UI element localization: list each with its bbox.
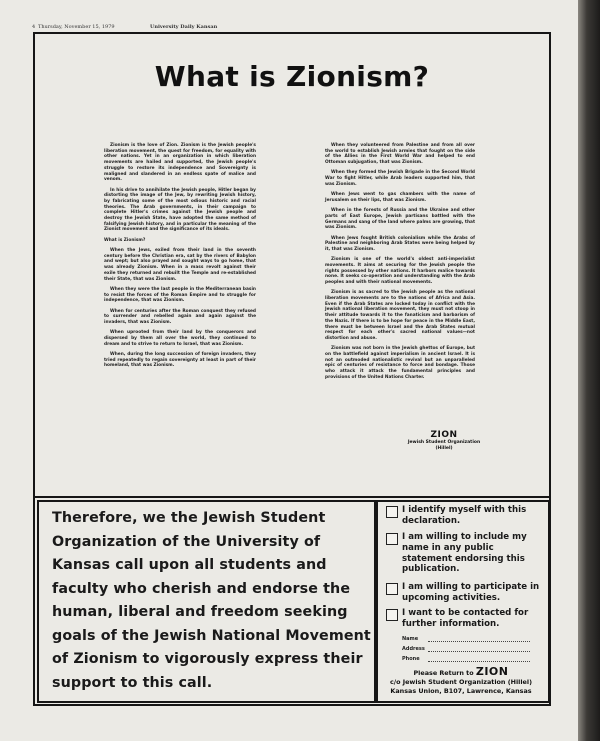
- checkbox[interactable]: [386, 506, 398, 518]
- paragraph: When the Jews, exiled from their land in the seventh century before the Christian era, sat by the rivers of Babylon and wept; but also prayed and sought ways to go home, that was already Zionism. When in a mass revolt against their exile they returned and rebuilt the Temple and re-established their State, that was Zionism.: [104, 248, 256, 282]
- paragraph: When, during the long succession of foreign invaders, they tried repeatedly to regain sovereignty at least in part of their homeland, that was Zionism.: [104, 351, 256, 369]
- signature-block: [404, 430, 484, 452]
- return-line-2: c/o Jewish Student Organization (Hillel): [389, 678, 532, 686]
- return-prefix: Please Return to: [413, 669, 474, 677]
- name-field-label: Name: [402, 636, 419, 642]
- paragraph: When Jews fought British colonialism while the Arabs of Palestine and neighboring Arab States were being helped by it, that was Zionism.: [325, 235, 475, 252]
- phone-field[interactable]: [402, 654, 530, 664]
- paragraph: Zionism was not born in the Jewish ghettos of Europe, but on the battlefield against imperialism in ancient Israel. It is not an outmoded nationalistic revival but an unparalleled epic of centuries of resistance to force and bondage. Those who attack it attack the fundamental principles and provisions of the United Nations Charter.: [325, 346, 475, 380]
- paragraph: When they formed the Jewish Brigade in the Second World War to fight Hitler, while Arab leaders supported him, that was Zionism.: [325, 170, 475, 187]
- declaration-line: support to this call.: [52, 674, 213, 691]
- paragraph: In his drive to annihilate the Jewish people, Hitler began by distorting the image of the Jew, by rewriting Jewish history, by fabricating some of the most odious historic and racial theories. The Arab governments, in their campaign to complete Hitler's crimes against the Jewish people and destroy the Jewish State, have adopted the same method of falsifying Jewish history, and in particular the meaning of the Zionist movement and the significance of its ideals.: [104, 187, 256, 233]
- body-column-left: [104, 143, 256, 374]
- declaration-text: [52, 507, 382, 695]
- paragraph: When they volunteered from Palestine and from all over the world to establish Jewish armies that fought on the side of the Allies in the First World War and helped to end Ottoman subjugation, that was Zionism.: [325, 143, 475, 166]
- checkbox[interactable]: [386, 609, 398, 621]
- name-field-line[interactable]: [428, 641, 530, 642]
- masthead: [32, 22, 552, 32]
- option-label: I want to be contacted for further information.: [402, 608, 529, 629]
- phone-field-line[interactable]: [428, 661, 530, 662]
- declaration-line: Organization of the University of: [52, 533, 321, 550]
- checkbox[interactable]: [386, 583, 398, 595]
- return-line-3: Kansas Union, B107, Lawrence, Kansas: [390, 687, 532, 695]
- option-label: I am willing to participate in upcoming activities.: [402, 582, 540, 603]
- page-number: 4: [32, 24, 36, 30]
- declaration-line: Kansas call upon all students and: [52, 557, 327, 573]
- paragraph: Zionism is one of the world's oldest anti-imperialist movements. It aims at securing for the Jewish people the rights possessed by other nations. It harbors malice towards none. It seeks co-operation and understanding with the Arab peoples and with their national movements.: [325, 257, 475, 286]
- address-field[interactable]: [402, 644, 530, 654]
- paragraph: When uprooted from their land by the conquerors and dispersed by them all over the world, they continued to dream and to strive to return to Israel, that was Zionism.: [104, 330, 256, 347]
- paragraph: When they were the last people in the Mediterranean basin to resist the forces of the Roman Empire and to struggle for independence, that was Zionism.: [104, 286, 256, 304]
- body-column-right: [325, 143, 475, 385]
- section-divider: [33, 496, 551, 498]
- checkbox[interactable]: [386, 533, 398, 545]
- option-identify[interactable]: [386, 505, 546, 527]
- address-field-line[interactable]: [428, 651, 530, 652]
- declaration-line: human, liberal and freedom seeking: [52, 604, 348, 620]
- paragraph: When in the forests of Russia and the Ukraine and other parts of East Europe, Jewish partisans battled with the Germans and sang of the land where palms are growing, that was Zionism.: [325, 208, 475, 231]
- declaration-line: of Zionism to vigorously express their: [52, 651, 363, 667]
- headline: What is Zionism?: [154, 60, 430, 93]
- paragraph: Zionism is as sacred to the Jewish people as the national liberation movements are to the nations of Africa and Asia. Even if the Arab States are locked today in conflict with the Jewish national liberation movement, they must not stoop in their attitude towards it to the fanaticism and barbarism of the Nazis. If there is to be hope for peace in the Middle East, there must be between Israel and the Arab States mutual respect for each other's sacred national values—not distortion and abuse.: [325, 290, 475, 341]
- masthead-date: Thursday, November 15, 1979: [38, 24, 115, 30]
- signature-sub: (Hillel): [435, 446, 453, 451]
- declaration-line: faculty who cherish and endorse the: [52, 580, 351, 597]
- declaration-line: goals of the Jewish National Movement: [52, 627, 371, 644]
- option-participate[interactable]: [386, 582, 546, 604]
- option-include-name[interactable]: [386, 532, 546, 575]
- signature-org: Jewish Student Organization: [407, 440, 481, 445]
- signature-name: ZION: [430, 430, 458, 440]
- option-label: I am willing to include my name in any public statement endorsing this publication.: [402, 532, 527, 575]
- option-contact[interactable]: [386, 608, 546, 630]
- paragraph: When for centuries after the Roman conquest they refused to surrender and rebelled again and again against the invaders, that was Zionism.: [104, 308, 256, 325]
- phone-field-label: Phone: [402, 656, 420, 662]
- option-label: I identify myself with this declaration.: [402, 505, 527, 526]
- name-field[interactable]: [402, 634, 530, 644]
- return-name: ZION: [475, 665, 509, 678]
- subheading: What is Zionism?: [104, 237, 146, 243]
- address-field-label: Address: [402, 646, 425, 652]
- return-address: [378, 665, 544, 696]
- page-spine: [578, 0, 600, 741]
- paragraph: When Jews went to gas chambers with the name of Jerusalem on their lips, that was Zionism.: [325, 192, 475, 203]
- paragraph: Zionism is the love of Zion. Zionism is the Jewish people's liberation movement, the quest for freedom, for equality with other nations. Yet in an organization in which liberation movements are hailed and supported, the Jewish people's struggle to restore its independence and Sovereignty is maligned and slandered in an endless spate of malice and venom.: [104, 143, 256, 183]
- masthead-paper-name: University Daily Kansan: [150, 24, 218, 30]
- declaration-line: Therefore, we the Jewish Student: [52, 510, 326, 526]
